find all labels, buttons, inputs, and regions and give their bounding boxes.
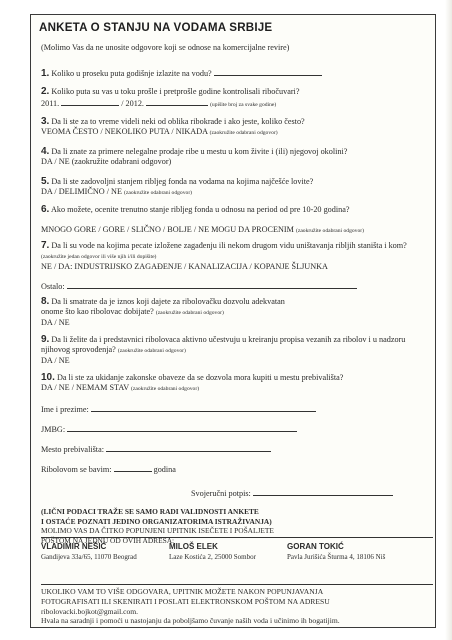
contact-address: Gandijeva 33a/65, 11070 Beograd <box>41 553 137 561</box>
question-number: 5. <box>41 176 50 187</box>
question-note: (zaokružite odabrani odgovor) <box>124 190 193 196</box>
question-2 <box>41 87 431 110</box>
other-label: Ostalo: <box>41 282 65 291</box>
footer-line: Hvala na saradnji i pomoći u nastojanju da poboljšamo čuvanje naših voda i učinimo ih bogatijim. <box>41 616 340 626</box>
years-label: godina <box>153 465 176 474</box>
signature-field[interactable] <box>253 487 393 496</box>
contact-item <box>169 542 256 562</box>
question-text: Koliko u proseku puta godišnje izlazite na vodu? <box>51 69 212 78</box>
residence-field[interactable] <box>106 443 271 452</box>
footer-line: FOTOGRAFISATI ILI SKENIRATI I POSLATI ELEKTRONSKOM POŠTOM NA ADRESU <box>41 596 330 606</box>
question-note: (zaokružite odabrani odgovor) <box>131 386 200 392</box>
question-3 <box>41 117 431 138</box>
question-number: 6. <box>41 204 50 215</box>
question-note: (zaokružite odabrani odgovor) <box>117 348 186 354</box>
question-text: Da li smatrate da je iznos koji dajete za ribolovačku dozvolu adekvatan <box>51 297 285 306</box>
form-title: ANKETA O STANJU NA VODAMA SRBIJE <box>39 21 273 34</box>
signature-row <box>191 487 393 498</box>
answer-2011-field[interactable] <box>61 97 119 106</box>
question-text: Da li ste zadovoljni stanjem ribljeg fonda na vodama na kojima najčešće lovite? <box>51 177 314 186</box>
answer-options[interactable]: NE / DA: INDUSTRIJSKO ZAGAĐENJE / KANALIZACIJA / KOPANJE ŠLJUNKA <box>41 262 328 271</box>
question-note: (zaokružite odabrani odgovor) <box>295 228 364 234</box>
question-text: Koliko puta su vas u toku prošle i pretprošle godine kontrolisali ribočuvari? <box>51 87 300 96</box>
notice-line: MOLIMO VAS DA ČITKO POPUNJENI UPITNIK ISEČETE I POŠALJETE <box>41 526 274 535</box>
name-field[interactable] <box>91 403 316 412</box>
answer-2012-field[interactable] <box>146 97 208 106</box>
answer-options[interactable]: DA / NE (zaokružite odabrani odgovor) <box>41 157 172 166</box>
notice-line: (LIČNI PODACI TRAŽE SE SAMO RADI VALIDNOSTI ANKETE <box>41 507 259 516</box>
question-9 <box>41 335 431 366</box>
notice-line: POŠTOM NA JEDNU OD OVIH ADRESA: <box>41 535 175 545</box>
year-2011-label: 2011. <box>41 99 60 108</box>
question-number: 4. <box>41 146 50 157</box>
question-number: 7. <box>41 240 50 251</box>
question-number: 9. <box>41 334 50 345</box>
question-note: (upišite broj za svake godine) <box>210 102 277 108</box>
answer-options[interactable]: DA / NE <box>41 318 70 327</box>
answer-options[interactable]: MNOGO GORE / GORE / SLIČNO / BOLJE / NE MOGU DA PROCENIM <box>41 225 294 234</box>
name-label: Ime i prezime: <box>41 405 89 414</box>
jmbg-label: JMBG: <box>41 425 66 434</box>
footer-notice <box>41 584 433 626</box>
survey-form <box>30 14 436 628</box>
notice-line: I OSTAĆE POZNATI JEDINO ORGANIZATORIMA ISTRAŽIVANJA) <box>41 516 272 526</box>
fishing-since-label: Ribolovom se bavim: <box>41 465 112 474</box>
email-link[interactable]: ribolovacki.bojkot@gmail.com. <box>41 606 139 616</box>
contact-address: Pavla Jurišića Šturma 4, 18106 Niš <box>287 553 386 561</box>
answer-options[interactable]: DA / NE / NEMAM STAV <box>41 383 129 392</box>
question-number: 3. <box>41 116 50 127</box>
question-number: 8. <box>41 296 50 307</box>
question-10 <box>41 373 431 394</box>
question-8 <box>41 297 431 328</box>
question-7 <box>41 241 431 292</box>
contact-address: Laze Kostića 2, 25000 Sombor <box>169 553 256 561</box>
privacy-notice <box>41 507 431 545</box>
contact-name: VLADIMIR NEŠIĆ <box>41 542 107 551</box>
scan-edge <box>445 0 452 640</box>
form-intro: (Molimo Vas da ne unosite odgovore koji se odnose na komercijalne revire) <box>41 43 290 52</box>
question-number: 1. <box>41 68 50 79</box>
fishing-years-field[interactable] <box>114 463 152 472</box>
footer-line: UKOLIKO VAM TO VIŠE ODGOVARA, UPITNIK MOŽETE NAKON POPUNJAVANJA <box>41 587 324 596</box>
answer-options[interactable]: DA / DELIMIČNO / NE <box>41 187 122 196</box>
jmbg-field[interactable] <box>67 423 297 432</box>
question-text: Da li ste za to vreme videli neki od oblika ribokrađe i ako jeste, koliko često? <box>51 117 305 126</box>
question-note: (zaokružite jedan odgovor ili više njih i/ili dopišite) <box>41 254 157 260</box>
question-6 <box>41 205 431 236</box>
answer-line-1[interactable] <box>214 67 322 76</box>
question-note: (zaokružite odabrani odgovor) <box>209 130 278 136</box>
question-number: 2. <box>41 86 50 97</box>
answer-options[interactable]: VEOMA ČESTO / NEKOLIKO PUTA / NIKADA <box>41 127 208 136</box>
contact-name: MILOŠ ELEK <box>169 542 218 551</box>
signature-label: Svojeručni potpis: <box>191 489 251 498</box>
question-text: Da li ste za ukidanje zakonske obaveze da se dozvola mora kupiti u mestu prebivališta? <box>56 373 344 382</box>
question-5 <box>41 177 431 198</box>
question-text: Da li želite da i predstavnici ribolovaca aktivno učestvuju u kreiranju propisa vezanih za ribolov i u nadzoru njihovog sprovođenja? <box>41 335 406 354</box>
fishing-since-row <box>41 463 176 474</box>
contact-item <box>41 542 137 562</box>
jmbg-row <box>41 423 297 434</box>
contact-name: GORAN TOKIĆ <box>287 542 344 551</box>
question-text: Ako možete, ocenite trenutno stanje ribljeg fonda u odnosu na period od pre 10-20 godina? <box>50 205 350 214</box>
residence-row <box>41 443 271 454</box>
contact-item <box>287 542 385 562</box>
question-1 <box>41 67 431 79</box>
name-row <box>41 403 316 414</box>
residence-label: Mesto prebivališta: <box>41 445 104 454</box>
question-4 <box>41 147 431 167</box>
question-text: Da li su vode na kojima pecate izložene zagađenju ili nekom drugom vidu uništavanja ribljih staništa i kom? <box>51 241 407 250</box>
question-text-2: onome što kao ribolovac dobijate? <box>41 307 154 316</box>
other-field[interactable] <box>67 280 357 289</box>
question-text: Da li znate za primere nelegalne prodaje ribe u mestu u kom živite i (ili) njegovoj okolini? <box>51 147 348 156</box>
year-2012-label: / 2012. <box>121 99 144 108</box>
answer-options[interactable]: DA / NE <box>41 356 70 365</box>
question-note: (zaokružite odabrani odgovor) <box>155 310 224 316</box>
question-number: 10. <box>41 372 55 383</box>
